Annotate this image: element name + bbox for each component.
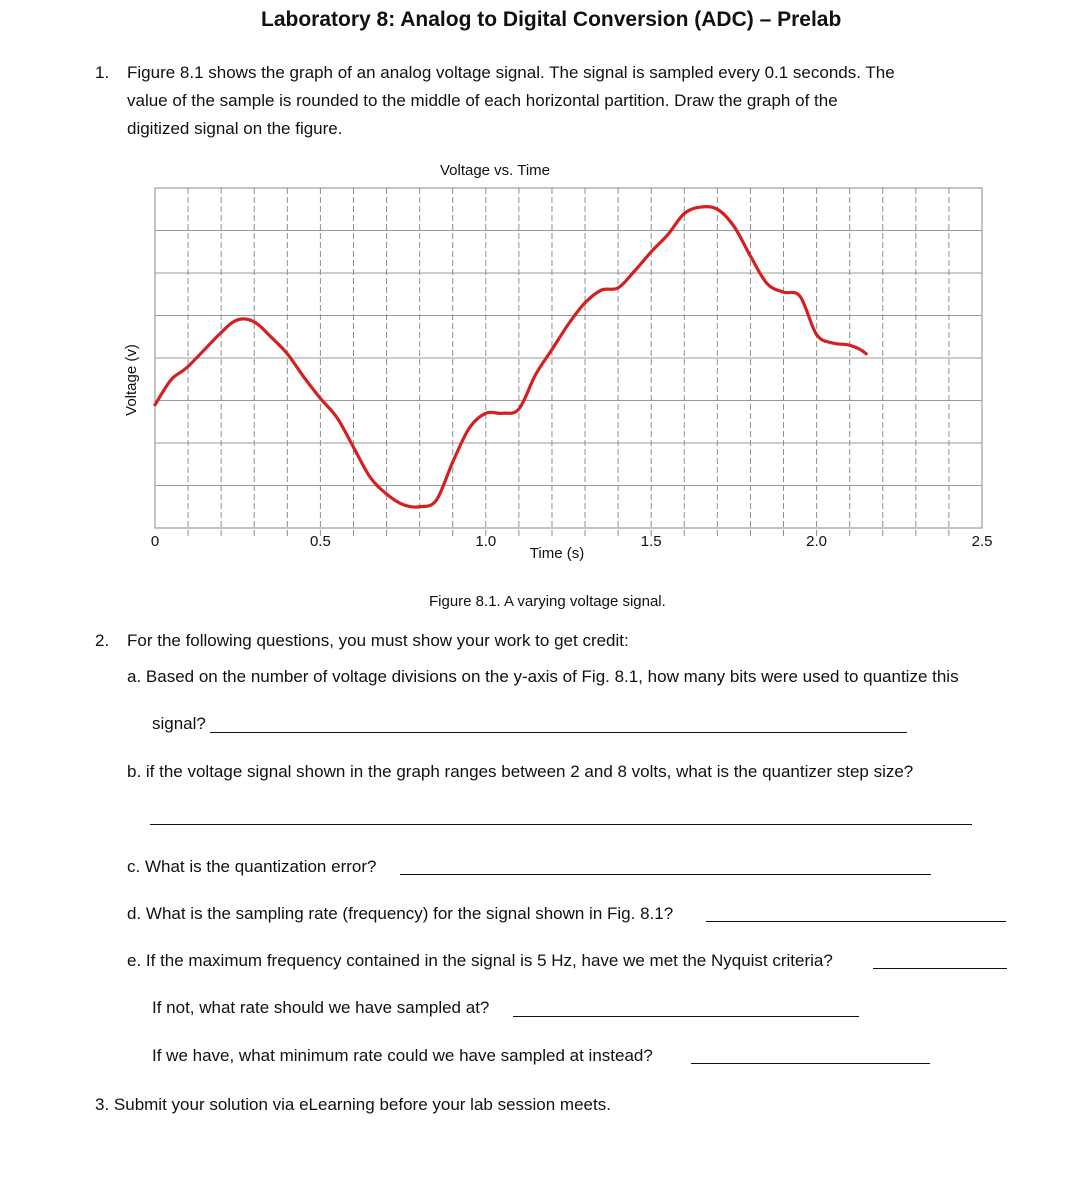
x-axis-label: Time (s): [529, 545, 585, 562]
x-tick-label: 0: [150, 533, 160, 550]
q2e-answer-blank[interactable]: [873, 968, 1007, 969]
q2-intro: For the following questions, you must show your work to get credit:: [127, 631, 629, 650]
q2a-answer-blank[interactable]: [210, 732, 907, 733]
q2a-text-cont: signal?: [152, 714, 206, 733]
q2c-text: c. What is the quantization error?: [127, 857, 377, 876]
q2-number: 2.: [95, 631, 110, 650]
x-tick-label: 1.5: [640, 533, 662, 550]
q2e-not-answer-blank[interactable]: [513, 1016, 859, 1017]
q3-text: 3. Submit your solution via eLearning before your lab session meets.: [95, 1095, 611, 1114]
q1-number: 1.: [95, 63, 110, 82]
chart-grid: [155, 188, 982, 536]
q2d-answer-blank[interactable]: [706, 921, 1006, 922]
q2e-not-text: If not, what rate should we have sampled at?: [152, 998, 490, 1017]
x-tick-label: 2.5: [971, 533, 993, 550]
q2c-answer-blank[interactable]: [400, 874, 931, 875]
q2a-text: a. Based on the number of voltage divisions on the y-axis of Fig. 8.1, how many bits were used to quantize this: [127, 667, 959, 686]
q2e-have-answer-blank[interactable]: [691, 1063, 930, 1064]
q2d-text: d. What is the sampling rate (frequency) for the signal shown in Fig. 8.1?: [127, 904, 674, 923]
q2b-answer-blank[interactable]: [150, 824, 972, 825]
x-tick-label: 0.5: [309, 533, 331, 550]
q2b-text: b. if the voltage signal shown in the graph ranges between 2 and 8 volts, what is the quantizer step size?: [127, 762, 914, 781]
q1-text-line-1: Figure 8.1 shows the graph of an analog voltage signal. The signal is sampled every 0.1 seconds. The: [127, 63, 895, 82]
figure-caption: Figure 8.1. A varying voltage signal.: [429, 593, 666, 610]
q1-text-line-2: value of the sample is rounded to the middle of each horizontal partition. Draw the graph of the: [127, 91, 838, 110]
q1-text-line-3: digitized signal on the figure.: [127, 119, 343, 138]
x-tick-label: 1.0: [475, 533, 497, 550]
page-title: Laboratory 8: Analog to Digital Conversion (ADC) – Prelab: [261, 8, 842, 31]
voltage-signal-line: [155, 207, 866, 507]
q2e-text: e. If the maximum frequency contained in the signal is 5 Hz, have we met the Nyquist criteria?: [127, 951, 833, 970]
q2e-have-text: If we have, what minimum rate could we have sampled at instead?: [152, 1046, 653, 1065]
chart-title: Voltage vs. Time: [439, 162, 551, 179]
x-tick-label: 2.0: [806, 533, 828, 550]
y-axis-label: Voltage (v): [123, 344, 140, 416]
